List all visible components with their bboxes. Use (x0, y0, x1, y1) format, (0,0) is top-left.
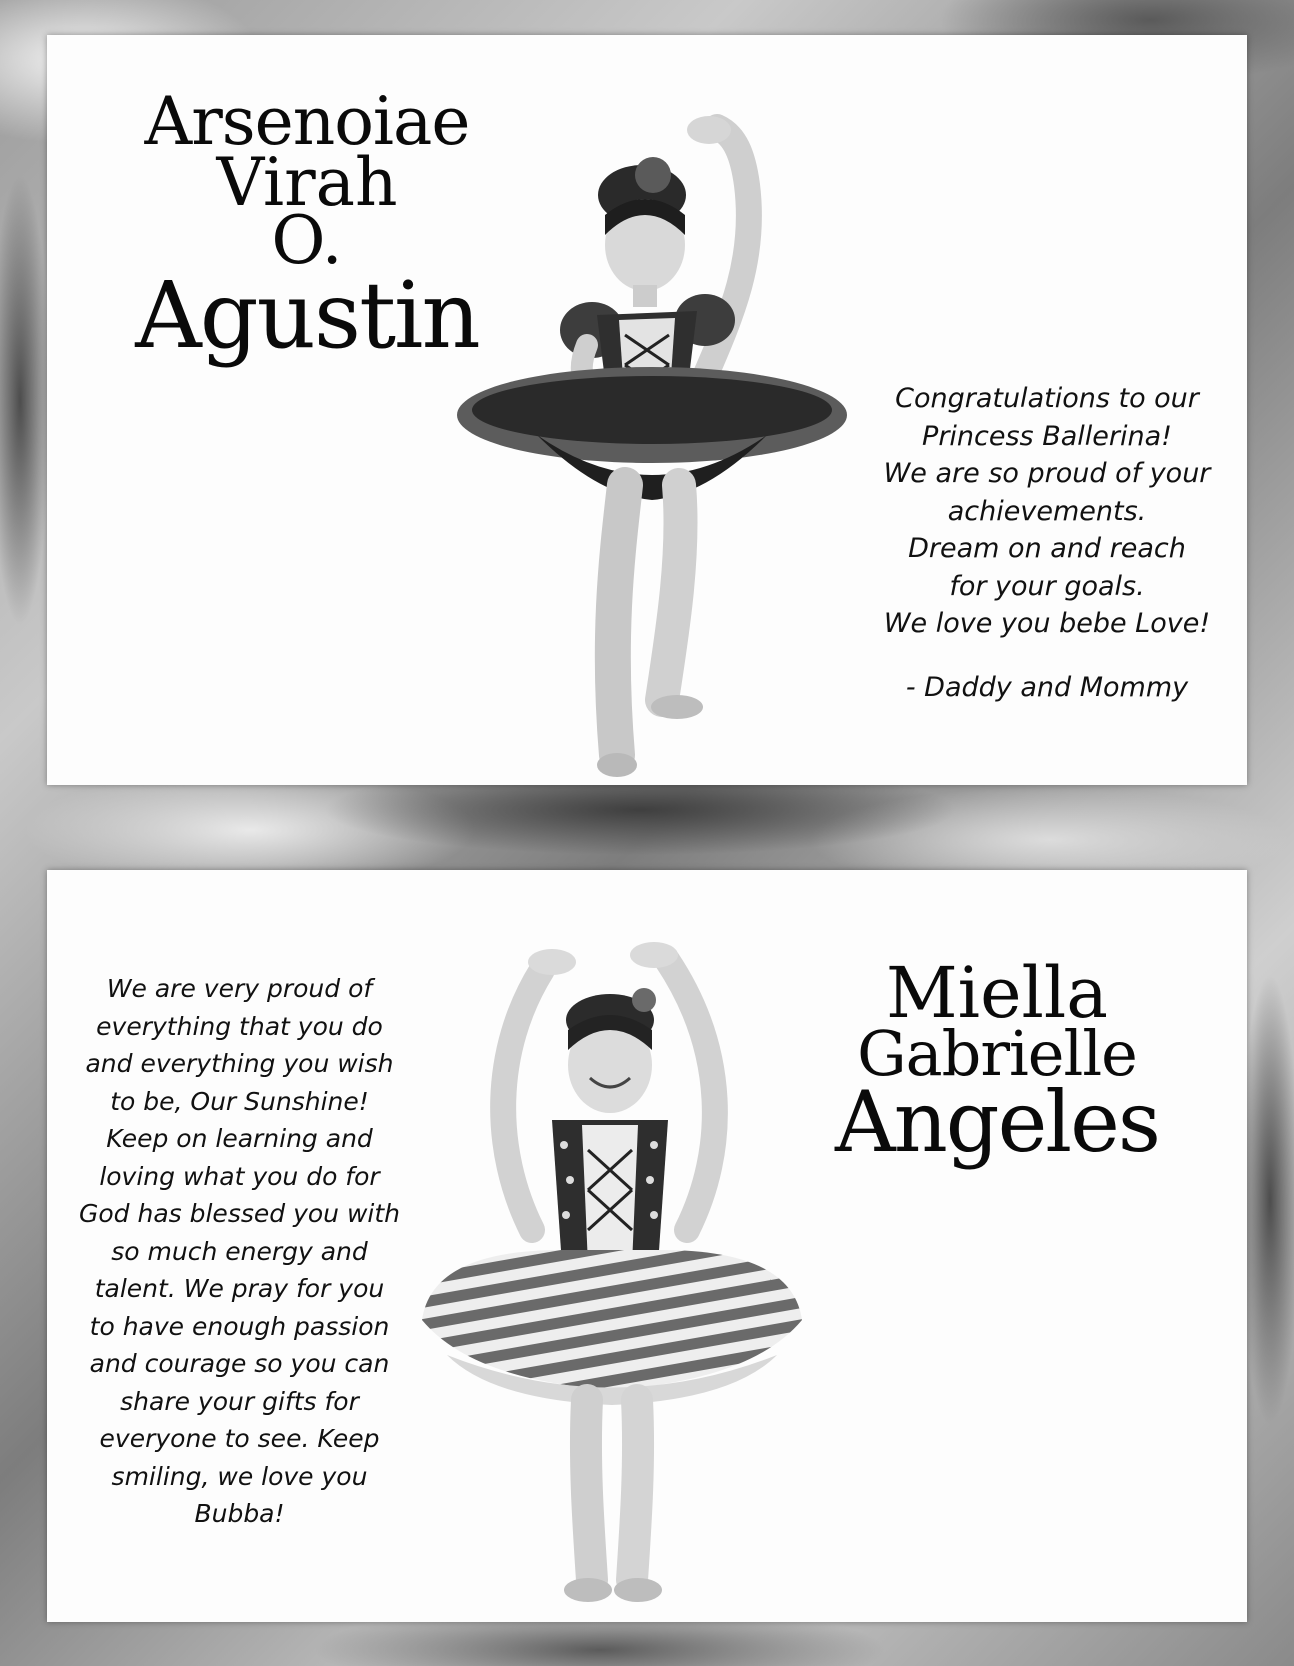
message-line: Princess Ballerina! (922, 420, 1172, 452)
ballerina-photo (447, 75, 867, 785)
ballerina-photo (392, 900, 832, 1620)
message-line: Congratulations to our (895, 383, 1199, 414)
name-line: Arsenoiae (144, 83, 470, 160)
message-line: talent. We pray for you (94, 1274, 385, 1303)
message-line: We love you bebe Love! (883, 608, 1211, 639)
ballerina-card-agustin (47, 35, 1247, 785)
message-line: Bubba! (194, 1499, 285, 1528)
message-line: loving what you do for (99, 1161, 380, 1191)
message-line: Dream on and reach (908, 533, 1186, 564)
message-line: smiling, we love you (111, 1461, 368, 1491)
message-line: and courage so you can (89, 1349, 390, 1378)
dancer-name (807, 952, 1187, 1171)
congratulations-message (867, 380, 1227, 706)
name-line: Miella (886, 952, 1108, 1034)
name-line: Angeles (835, 1073, 1159, 1171)
message-line: to be, Our Sunshine! (110, 1086, 369, 1116)
message-line: God has blessed you with (79, 1199, 400, 1228)
message-line: everything that you do (96, 1011, 383, 1041)
pride-message (67, 970, 412, 1533)
message-line: everyone to see. Keep (99, 1424, 380, 1453)
message-line: We are very proud of (106, 974, 373, 1003)
message-line: and everything you wish (85, 1049, 394, 1078)
name-line: O. (271, 202, 343, 279)
message-line: for your goals. (949, 570, 1145, 602)
message-line: to have enough passion (89, 1311, 390, 1341)
name-line: Gabrielle (857, 1017, 1137, 1090)
message-line: We are so proud of your (883, 458, 1211, 489)
message-line: Keep on learning and (106, 1124, 373, 1153)
name-line: Agustin (135, 262, 479, 369)
name-line: Virah (216, 144, 398, 221)
message-line: share your gifts for (120, 1386, 359, 1416)
message-line: achievements. (947, 495, 1147, 527)
ballerina-card-angeles (47, 870, 1247, 1622)
message-signature: - Daddy and Mommy (905, 671, 1189, 703)
message-line: so much energy and (111, 1236, 368, 1266)
